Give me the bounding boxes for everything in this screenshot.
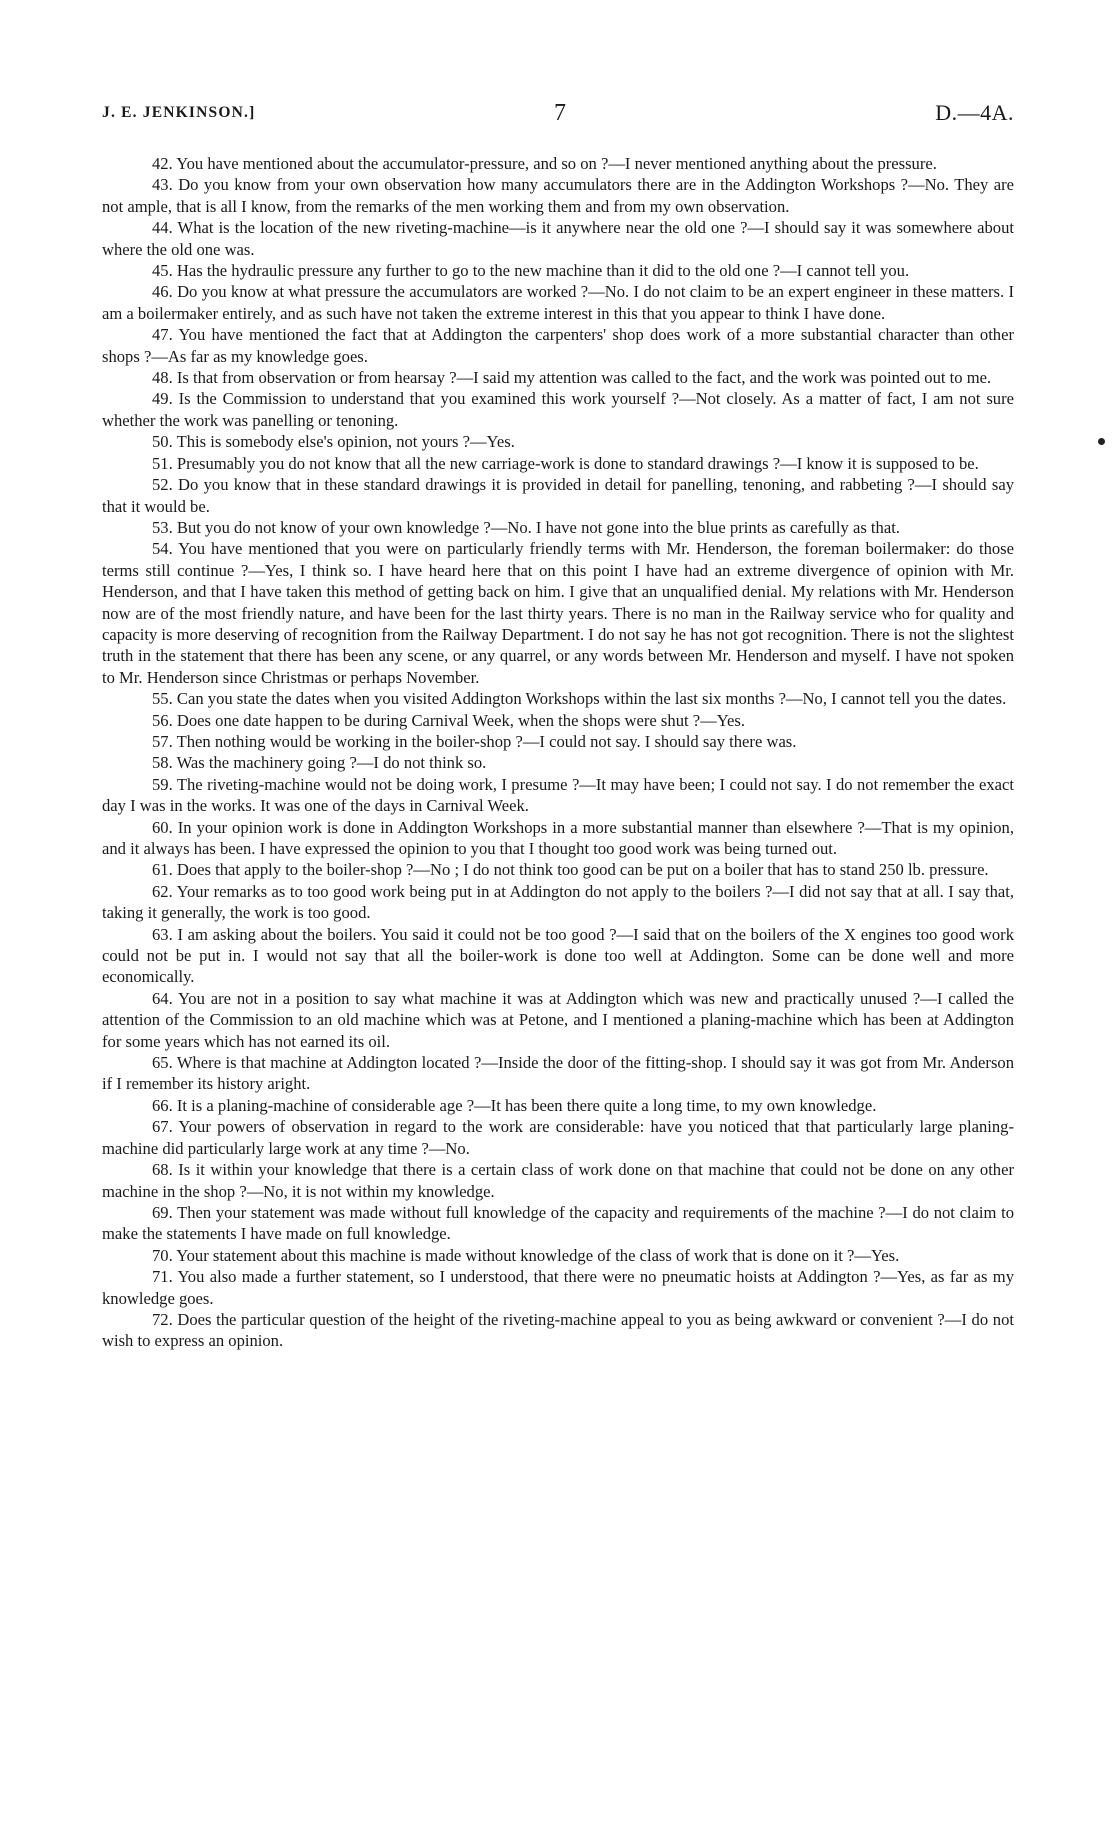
question-answer-paragraph: 67. Your powers of observation in regard to the work are considerable: have you noticed that that particularly large planing-machine did particularly large work at any time ?—No. [102, 1117, 1014, 1158]
question-answer-paragraph: 70. Your statement about this machine is made without knowledge of the class of work that is done on it ?—Yes. [152, 1245, 900, 1265]
question-answer-paragraph: 66. It is a planing-machine of considerable age ?—It has been there quite a long time, to my own knowledge. [152, 1095, 877, 1115]
question-answer-paragraph: 55. Can you state the dates when you visited Addington Workshops within the last six months ?—No, I cannot tell you the dates. [152, 689, 1007, 709]
question-answer-paragraph: 54. You have mentioned that you were on particularly friendly terms with Mr. Henderson, the foreman boilermaker: do those terms still continue ?—Yes, I think so. I have heard here that on this point I have had an extreme divergence of opinion with Mr. Henderson, and that I have taken this method of getting back on him. I give that an unqualified denial. My relations with Mr. Henderson now are of the most friendly nature, and have been for the last thirty years. There is no man in the Railway service who for quality and capacity is more deserving of recognition from the Railway Department. I do not say he has not got recognition. There is not the slightest truth in the statement that there has been any scene, or any quarrel, or any words between Mr. Henderson and myself. I have not spoken to Mr. Henderson since Christmas or perhaps November. [102, 539, 1014, 687]
question-answer-paragraph: 45. Has the hydraulic pressure any further to go to the new machine than it did to the old one ?—I cannot tell you. [152, 261, 910, 281]
document-reference: D.—4A. [935, 100, 1014, 125]
question-answer-paragraph: 56. Does one date happen to be during Carnival Week, when the shops were shut ?—Yes. [152, 710, 745, 730]
question-answer-paragraph: 57. Then nothing would be working in the boiler-shop ?—I could not say. I should say there was. [152, 731, 797, 751]
page-header [102, 100, 1014, 130]
question-answer-paragraph: 60. In your opinion work is done in Addington Workshops in a more substantial manner than elsewhere ?—That is my opinion, and it always has been. I have expressed the opinion to you that I thought too good work was being turned out. [102, 817, 1014, 858]
question-answer-paragraph: 43. Do you know from your own observation how many accumulators there are in the Addington Workshops ?—No. They are not ample, that is all I know, from the remarks of the men working them and from my own observation. [102, 175, 1014, 216]
margin-mark [1098, 438, 1105, 445]
question-answer-paragraph: 44. What is the location of the new riveting-machine—is it anywhere near the old one ?—I should say it was somewhere about where the old one was. [102, 218, 1014, 259]
question-answer-paragraph: 52. Do you know that in these standard drawings it is provided in detail for panelling, tenoning, and rabbeting ?—I should say that it would be. [102, 475, 1014, 516]
question-answer-paragraph: 50. This is somebody else's opinion, not yours ?—Yes. [152, 432, 515, 452]
question-answer-paragraph: 49. Is the Commission to understand that you examined this work yourself ?—Not closely. As a matter of fact, I am not sure whether the work was panelling or tenoning. [102, 389, 1014, 430]
question-answer-paragraph: 59. The riveting-machine would not be doing work, I presume ?—It may have been; I could not say. I do not remember the exact day I was in the works. It was one of the days in Carnival Week. [102, 774, 1014, 816]
question-answer-paragraph: 62. Your remarks as to too good work being put in at Addington do not apply to the boilers ?—I did not say that at all. I say that, taking it generally, the work is too good. [102, 881, 1014, 923]
question-answer-paragraph: 48. Is that from observation or from hearsay ?—I said my attention was called to the fact, and the work was pointed out to me. [152, 368, 992, 388]
question-answer-paragraph: 42. You have mentioned about the accumulator-pressure, and so on ?—I never mentioned anything about the pressure. [152, 154, 937, 173]
page-number: 7 [554, 100, 566, 126]
question-answer-paragraph: 68. Is it within your knowledge that there is a certain class of work done on that machine that could not be done on any other machine in the shop ?—No, it is not within my knowledge. [102, 1160, 1014, 1201]
question-answer-paragraph: 47. You have mentioned the fact that at Addington the carpenters' shop does work of a more substantial character than other shops ?—As far as my knowledge goes. [102, 325, 1014, 366]
question-answer-paragraph: 69. Then your statement was made without full knowledge of the capacity and requirements of the machine ?—I do not claim to make the statements I have made on full knowledge. [102, 1202, 1014, 1244]
testimony-body [102, 153, 1014, 1352]
question-answer-paragraph: 65. Where is that machine at Addington located ?—Inside the door of the fitting-shop. I should say it was got from Mr. Anderson if I remember its history aright. [102, 1053, 1014, 1094]
question-answer-paragraph: 58. Was the machinery going ?—I do not think so. [152, 753, 487, 773]
witness-name-header: J. E. JENKINSON.] [102, 104, 256, 121]
question-answer-paragraph: 51. Presumably you do not know that all the new carriage-work is done to standard drawings ?—I know it is supposed to be. [152, 453, 979, 473]
question-answer-paragraph: 64. You are not in a position to say what machine it was at Addington which was new and practically unused ?—I called the attention of the Commission to an old machine which was at Petone, and I mentioned a planing-machine which has been at Addington for some years which has not earned its oil. [102, 988, 1014, 1051]
question-answer-paragraph: 61. Does that apply to the boiler-shop ?—No ; I do not think too good can be put on a boiler that has to stand 250 lb. pressure. [152, 860, 989, 880]
question-answer-paragraph: 53. But you do not know of your own knowledge ?—No. I have not gone into the blue prints as carefully as that. [152, 517, 900, 537]
question-answer-paragraph: 63. I am asking about the boilers. You said it could not be too good ?—I said that on the boilers of the X engines too good work could not be put in. I would not say that all the boiler-work is done too well at Addington. Some can be done well and more economically. [102, 924, 1014, 987]
question-answer-paragraph: 46. Do you know at what pressure the accumulators are worked ?—No. I do not claim to be an expert engineer in these matters. I am a boilermaker entirely, and as such have not taken the extreme interest in this that you appear to think I have done. [102, 282, 1014, 323]
question-answer-paragraph: 72. Does the particular question of the height of the riveting-machine appeal to you as being awkward or convenient ?—I do not wish to express an opinion. [102, 1309, 1014, 1351]
question-answer-paragraph: 71. You also made a further statement, so I understood, that there were no pneumatic hoists at Addington ?—Yes, as far as my knowledge goes. [102, 1267, 1014, 1308]
